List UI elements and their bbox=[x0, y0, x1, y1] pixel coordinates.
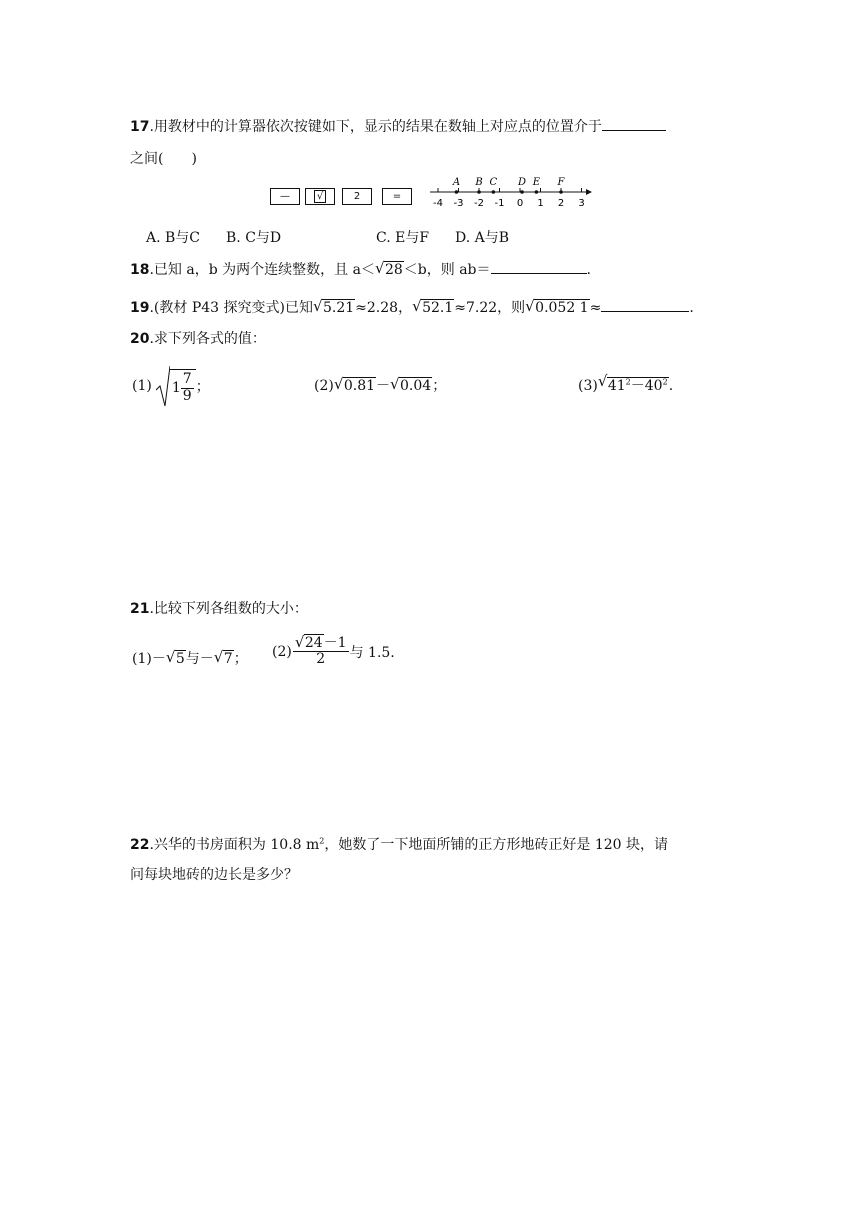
question-22: 22.兴华的书房面积为 10.8 $m^2$，她数了一下地面所铺的正方形地砖正好是 120 块，请 bbox=[130, 836, 669, 853]
axis-point bbox=[477, 190, 481, 194]
question-text: .比较下列各组数的大小： bbox=[149, 601, 308, 617]
option-b: B. C与D bbox=[226, 230, 282, 246]
q21-part-2: (2) √ 24－1 2 与 1.5. bbox=[272, 633, 395, 668]
option-d: D. A与B bbox=[455, 230, 510, 246]
question-text-b: ＜b，则 ab＝ bbox=[403, 262, 491, 278]
axis-point-label: A bbox=[452, 177, 461, 188]
question-number: 18 bbox=[130, 262, 150, 278]
question-text: .求下列各式的值： bbox=[149, 331, 266, 347]
axis-point-label: C bbox=[489, 177, 498, 188]
axis-tick-label: 2 bbox=[557, 198, 565, 209]
question-number: 20 bbox=[130, 331, 150, 347]
radical: √ 5.21 bbox=[313, 297, 355, 316]
option-a: A. B与C bbox=[146, 230, 201, 246]
question-number: 21 bbox=[130, 601, 150, 617]
question-17-line2: 之间( ) bbox=[130, 151, 197, 167]
question-text: .已知 a，b 为两个连续整数，且 a＜ bbox=[149, 262, 375, 278]
number-line bbox=[424, 174, 594, 210]
radical: √ 0.81 bbox=[333, 375, 376, 394]
sqrt-icon: √ bbox=[314, 190, 326, 203]
axis-point-label: B bbox=[475, 177, 483, 188]
axis-point bbox=[455, 190, 459, 194]
question-22-line2: 问每块地砖的边长是多少？ bbox=[130, 867, 298, 883]
key-equals: = bbox=[382, 188, 412, 205]
question-17 bbox=[130, 116, 666, 136]
question-number: 17 bbox=[130, 119, 150, 135]
question-number: 22 bbox=[130, 837, 150, 853]
radical: √ 28 bbox=[374, 259, 403, 278]
question-21 bbox=[130, 598, 308, 618]
option-c: C. E与F bbox=[376, 230, 430, 246]
q21-part-1: (1)－ √ 5与－ √ 7； bbox=[132, 648, 248, 667]
radical: √ 0.04 bbox=[390, 375, 432, 394]
question-20 bbox=[130, 328, 266, 348]
question-text: .兴华的书房面积为 10.8 m bbox=[149, 837, 320, 853]
axis-point bbox=[520, 190, 524, 194]
radical: √ 7 bbox=[213, 648, 233, 667]
radical: √ 5 bbox=[165, 648, 185, 667]
question-19: 19.(教材 P43 探究变式)已知 √ 5.21≈2.28， √ 52.1≈7.22，则 √ 0.052 1≈ . bbox=[130, 297, 694, 316]
axis-point bbox=[535, 190, 539, 194]
axis-tick-label: -2 bbox=[474, 198, 484, 209]
question-number: 19 bbox=[130, 300, 150, 316]
axis-tick-label: 0 bbox=[516, 198, 524, 209]
q20-part-2: (2) √ 0.81－ √ 0.04； bbox=[314, 375, 447, 394]
axis-tick-label: 1 bbox=[537, 198, 544, 209]
axis-tick-label: 3 bbox=[578, 198, 585, 209]
axis-point-label: D bbox=[518, 177, 527, 188]
radical-sign-icon bbox=[156, 364, 170, 408]
answer-blank bbox=[491, 259, 587, 274]
axis-tick-label: -4 bbox=[433, 198, 443, 209]
radical: √ 52.1 bbox=[412, 297, 454, 316]
key-sqrt bbox=[305, 188, 335, 205]
axis-point bbox=[492, 190, 496, 194]
axis-point-label: E bbox=[532, 177, 541, 188]
axis-point-label: F bbox=[557, 177, 565, 188]
question-18: 18.已知 a，b 为两个连续整数，且 a＜ √ 28＜b，则 ab＝ . bbox=[130, 259, 591, 278]
radical: √ 0.052 1 bbox=[525, 297, 589, 316]
q20-part-1: (1) 1 $\frac{7}{9}$ ； bbox=[132, 364, 210, 408]
key-2: 2 bbox=[342, 188, 372, 205]
radical: √ $41^2-40^2$ bbox=[597, 372, 668, 394]
key-minus: — bbox=[270, 188, 300, 205]
axis-arrow-icon bbox=[586, 189, 592, 195]
answer-blank bbox=[602, 116, 666, 131]
question-text: .(教材 P43 探究变式)已知 bbox=[149, 300, 313, 316]
axis-tick-label: -3 bbox=[453, 198, 464, 209]
axis-point bbox=[559, 190, 563, 194]
q20-part-3: (3) √ $41^2-40^2$. bbox=[578, 372, 674, 394]
answer-blank bbox=[601, 297, 689, 312]
question-text: .用教材中的计算器依次按键如下，显示的结果在数轴上对应点的位置介于 bbox=[149, 119, 602, 135]
axis-tick-label: -1 bbox=[494, 198, 505, 209]
